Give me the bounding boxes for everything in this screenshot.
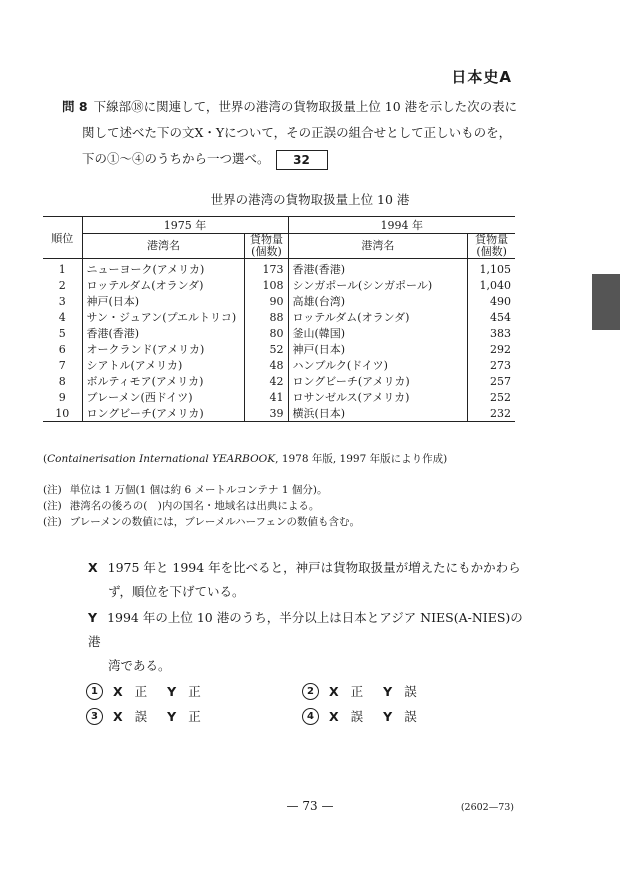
port-cell: ロッテルダム(オランダ)	[288, 309, 468, 325]
source-title: Containerisation International YEARBOOK	[47, 453, 276, 465]
volume-cell: 454	[490, 310, 511, 324]
choice-y-value: 誤	[404, 709, 417, 724]
question-text-3: 下の①～④のうちから一つ選べ。	[82, 151, 270, 166]
choice-y-label: Y	[383, 708, 393, 724]
volume-cell: 252	[490, 390, 511, 404]
volume-cell: 1,105	[479, 262, 511, 276]
statement-y	[88, 606, 528, 678]
volume-cell: 108	[245, 277, 288, 293]
table-row	[43, 373, 515, 389]
statement-letter: Y	[88, 610, 98, 625]
rank-cell: 10	[43, 405, 82, 422]
question-text-1: 下線部⑱に関連して，世界の港湾の貨物取扱量上位 10 港を示した次の表に	[93, 99, 518, 114]
volume-cell: 292	[490, 342, 511, 356]
port-cell: 神戸(日本)	[288, 341, 468, 357]
choice-y-label: Y	[167, 708, 177, 724]
choice-number-1: 1	[86, 683, 103, 700]
port-cell: ロングビーチ(アメリカ)	[82, 405, 245, 422]
rank-header: 順位	[43, 217, 82, 259]
choice-y-value: 正	[188, 709, 201, 724]
page-code: (2602—73)	[460, 802, 514, 813]
table-title: 世界の港湾の貨物取扱量上位 10 港	[210, 192, 410, 207]
port-cell: ボルティモア(アメリカ)	[82, 373, 245, 389]
choice-2[interactable]	[302, 682, 437, 700]
statement-x	[88, 556, 528, 604]
question-number: 問 8	[62, 99, 88, 114]
year-1975-header: 1975 年	[82, 217, 288, 234]
volume-cell: 42	[245, 373, 288, 389]
page-number: — 73 —	[286, 799, 334, 813]
rank-cell: 1	[43, 259, 82, 278]
volume-cell: 90	[245, 293, 288, 309]
choice-x-label: X	[329, 708, 339, 724]
source-open-paren: (	[43, 453, 48, 465]
choice-x-label: X	[329, 683, 339, 699]
answer-number-box: 32	[276, 150, 328, 170]
statement-text: 1975 年と 1994 年を比べると，神戸は貨物取扱量が増えたにもかかわら	[107, 560, 521, 575]
table-row	[43, 259, 515, 278]
volume-cell: 383	[490, 326, 511, 340]
rank-cell: 6	[43, 341, 82, 357]
choice-x-value: 誤	[350, 709, 364, 724]
choice-3[interactable]	[86, 707, 221, 725]
port-cell: ハンブルク(ドイツ)	[288, 357, 468, 373]
volume-cell: 257	[490, 374, 511, 388]
volume-cell: 52	[245, 341, 288, 357]
port-cell: 香港(香港)	[288, 259, 468, 278]
choice-y-value: 誤	[404, 684, 417, 699]
table-row	[43, 309, 515, 325]
statement-text-cont: 湾である。	[108, 658, 171, 673]
port-cell: 釜山(韓国)	[288, 325, 468, 341]
port-cell: 神戸(日本)	[82, 293, 245, 309]
choice-y-value: 正	[188, 684, 201, 699]
volume-header-1994: 貨物量 (個数)	[468, 234, 515, 259]
table-row	[43, 389, 515, 405]
port-cell: 高雄(台湾)	[288, 293, 468, 309]
question-line-2: 関して述べた下の文X・Yについて，その正誤の組合せとして正しいものを，	[82, 125, 512, 140]
volume-cell: 490	[490, 294, 511, 308]
choice-number-4: 4	[302, 708, 319, 725]
statement-text-cont: ず，順位を下げている。	[108, 584, 245, 599]
table-row	[43, 277, 515, 293]
volume-cell: 1,040	[479, 278, 511, 292]
choice-x-value: 正	[134, 684, 148, 699]
port-cell: シアトル(アメリカ)	[82, 357, 245, 373]
port-cell: サン・ジュアン(プエルトリコ)	[82, 309, 245, 325]
subject-title: 日本史A	[451, 68, 512, 86]
port-cell: ロングビーチ(アメリカ)	[288, 373, 468, 389]
rank-cell: 4	[43, 309, 82, 325]
volume-cell: 88	[245, 309, 288, 325]
choice-4[interactable]	[302, 707, 437, 725]
rank-cell: 7	[43, 357, 82, 373]
note-item: (注) ブレーメンの数値には，ブレーメルハーフェンの数値も含む。	[43, 516, 361, 528]
question-line-3	[62, 146, 532, 172]
rank-cell: 2	[43, 277, 82, 293]
question-block	[62, 94, 532, 172]
volume-header-1975: 貨物量 (個数)	[245, 234, 288, 259]
choice-number-3: 3	[86, 708, 103, 725]
port-ranking-table	[43, 216, 515, 422]
table-row	[43, 341, 515, 357]
rank-cell: 9	[43, 389, 82, 405]
choice-y-label: Y	[167, 683, 177, 699]
port-cell: 横浜(日本)	[288, 405, 468, 422]
port-header-1975: 港湾名	[82, 234, 245, 259]
rank-cell: 8	[43, 373, 82, 389]
choice-1[interactable]	[86, 682, 221, 700]
port-cell: ロッテルダム(オランダ)	[82, 277, 245, 293]
volume-cell: 39	[245, 405, 288, 422]
choice-y-label: Y	[383, 683, 393, 699]
port-cell: 香港(香港)	[82, 325, 245, 341]
port-cell: ニューヨーク(アメリカ)	[82, 259, 245, 278]
table-row	[43, 293, 515, 309]
rank-cell: 3	[43, 293, 82, 309]
side-index-tab	[592, 274, 620, 330]
table-source	[43, 451, 447, 466]
note-item: (注) 単位は 1 万個(1 個は約 6 メートルコンテナ 1 個分)。	[43, 484, 328, 496]
port-header-1994: 港湾名	[288, 234, 468, 259]
volume-cell: 173	[245, 259, 288, 278]
volume-cell: 41	[245, 389, 288, 405]
table-row	[43, 405, 515, 422]
notes-block	[43, 482, 360, 530]
port-cell: ブレーメン(西ドイツ)	[82, 389, 245, 405]
volume-cell: 273	[490, 358, 511, 372]
port-cell: シンガポール(シンガポール)	[288, 277, 468, 293]
year-1994-header: 1994 年	[288, 217, 515, 234]
table-row	[43, 325, 515, 341]
choice-number-2: 2	[302, 683, 319, 700]
question-line-1	[62, 94, 532, 120]
note-item: (注) 港湾名の後ろの( )内の国名・地域名は出典による。	[43, 500, 320, 512]
choice-x-value: 誤	[134, 709, 148, 724]
choice-x-label: X	[113, 683, 123, 699]
volume-cell: 232	[468, 405, 515, 422]
statement-letter: X	[88, 560, 98, 575]
statement-text: 1994 年の上位 10 港のうち，半分以上は日本とアジア NIES(A-NIES)の港	[88, 610, 523, 649]
port-cell: オークランド(アメリカ)	[82, 341, 245, 357]
choice-x-label: X	[113, 708, 123, 724]
choice-x-value: 正	[350, 684, 364, 699]
volume-cell: 48	[245, 357, 288, 373]
volume-cell: 80	[245, 325, 288, 341]
port-cell: ロサンゼルス(アメリカ)	[288, 389, 468, 405]
rank-cell: 5	[43, 325, 82, 341]
source-rest: , 1978 年版, 1997 年版により作成)	[275, 453, 448, 465]
table-row	[43, 357, 515, 373]
